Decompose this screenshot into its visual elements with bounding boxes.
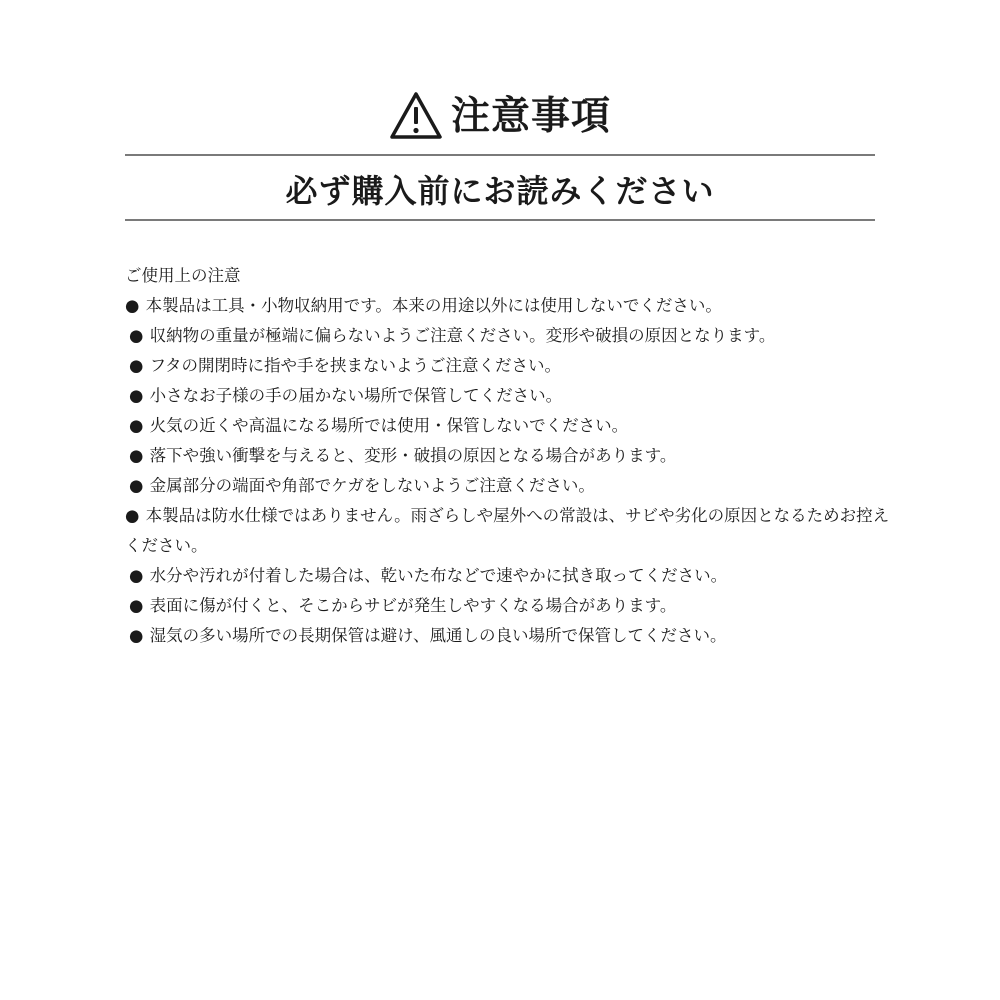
bullet: ● — [129, 416, 144, 435]
list-item-text: 落下や強い衝撃を与えると、変形・破損の原因となる場合があります。 — [149, 446, 677, 465]
bottom-divider — [125, 219, 875, 221]
list-item — [125, 321, 905, 351]
list-item — [125, 411, 905, 441]
title-row — [0, 88, 1000, 144]
list-item-text: 水分や汚れが付着した場合は、乾いた布などで速やかに拭き取ってください。 — [149, 566, 728, 585]
list-item — [125, 591, 905, 621]
notes-list — [125, 291, 905, 651]
list-item-text: 本製品は防水仕様ではありません。雨ざらしや屋外への常設は、サビや劣化の原因となるためお控えください。 — [125, 506, 890, 555]
list-item — [125, 351, 905, 381]
list-item — [125, 501, 905, 561]
list-item-text: 表面に傷が付くと、そこからサビが発生しやすくなる場合があります。 — [149, 596, 677, 615]
list-item — [125, 561, 905, 591]
list-item-text: 本製品は工具・小物収納用です。本来の用途以外には使用しないでください。 — [145, 296, 722, 315]
bullet: ● — [125, 296, 140, 315]
bullet: ● — [129, 446, 144, 465]
page-title: 注意事項 — [450, 93, 611, 139]
list-item-text: 収納物の重量が極端に偏らないようご注意ください。変形や破損の原因となります。 — [149, 326, 776, 345]
list-item-text: 火気の近くや高温になる場所では使用・保管しないでください。 — [149, 416, 629, 435]
page-subtitle: 必ず購入前にお読みください — [285, 172, 715, 210]
bullet: ● — [129, 356, 144, 375]
warning-triangle-icon — [389, 91, 443, 141]
list-item-text: 金属部分の端面や角部でケガをしないようご注意ください。 — [149, 476, 595, 495]
list-item-text: 小さなお子様の手の届かない場所で保管してください。 — [149, 386, 563, 405]
bullet: ● — [129, 326, 144, 345]
list-item — [125, 291, 905, 321]
notes-heading: ご使用上の注意 — [125, 266, 241, 285]
list-item — [125, 621, 905, 651]
bullet: ● — [129, 386, 144, 405]
top-divider — [125, 154, 875, 156]
bullet: ● — [125, 506, 140, 525]
bullet: ● — [129, 626, 144, 645]
list-item — [125, 471, 905, 501]
list-item-text: 湿気の多い場所での長期保管は避け、風通しの良い場所で保管してください。 — [149, 626, 727, 645]
bullet: ● — [129, 596, 144, 615]
bullet: ● — [129, 566, 144, 585]
bullet: ● — [129, 476, 144, 495]
list-item — [125, 381, 905, 411]
list-item-text: フタの開閉時に指や手を挟まないようご注意ください。 — [149, 356, 562, 375]
list-item — [125, 441, 905, 471]
usage-notes — [125, 261, 905, 651]
